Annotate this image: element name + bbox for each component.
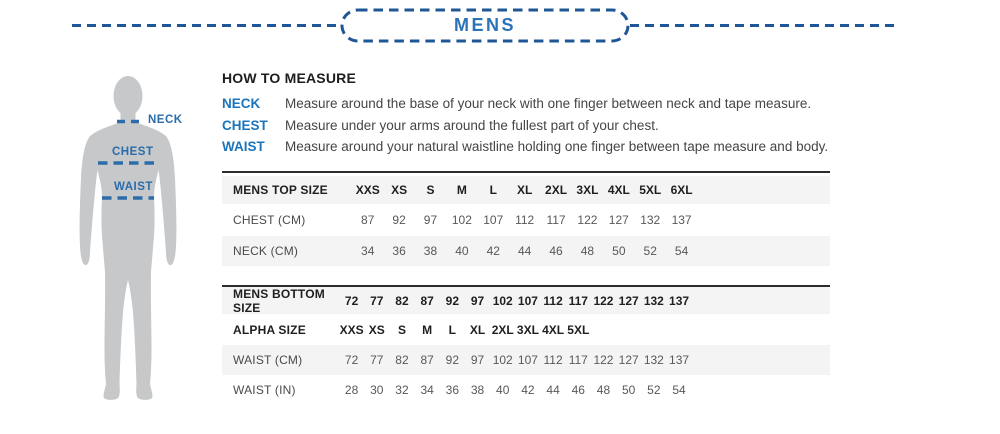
header-dashed-line-right — [630, 24, 898, 27]
size-cell: 42 — [486, 244, 500, 258]
size-cell: L — [448, 322, 457, 337]
size-cell: L — [489, 183, 497, 197]
size-cell: 44 — [517, 244, 532, 258]
bottom-size-table — [222, 285, 830, 405]
size-cell: 36 — [392, 244, 406, 258]
size-cell: 5XL — [639, 183, 662, 197]
size-cell: 132 — [640, 213, 661, 227]
row-label: WAIST (IN) — [233, 383, 296, 397]
mens-title-badge — [340, 8, 630, 43]
measure-desc-waist: Measure around your natural waistline holding one finger between tape measure and body. — [285, 139, 829, 154]
size-cell: 4XL — [607, 183, 630, 197]
size-cell: 137 — [669, 293, 690, 308]
size-cell: 48 — [596, 383, 611, 397]
size-cell: 82 — [395, 293, 409, 308]
how-to-measure-heading: HOW TO MEASURE — [222, 70, 356, 86]
row-label: WAIST (CM) — [233, 353, 303, 367]
size-cell: 50 — [621, 383, 636, 397]
size-cell: M — [456, 183, 467, 197]
table-row — [222, 375, 830, 405]
how-to-measure-section — [222, 70, 942, 160]
table-row — [222, 236, 830, 266]
size-cell: S — [426, 183, 435, 197]
size-cell: 54 — [672, 383, 686, 397]
size-cell: 4XL — [542, 322, 565, 337]
size-cell: XL — [516, 183, 533, 197]
size-cell: 107 — [517, 353, 538, 367]
size-cell: 46 — [571, 383, 585, 397]
size-cell: 137 — [669, 353, 690, 367]
size-cell: 112 — [515, 213, 535, 227]
size-cell: 82 — [395, 353, 409, 367]
size-cell: 38 — [423, 244, 438, 258]
size-cell: 102 — [492, 353, 513, 367]
size-cell: 87 — [420, 293, 434, 308]
size-cell: 97 — [470, 353, 485, 367]
size-cell: XS — [391, 183, 408, 197]
header-dashed-line-left — [72, 24, 340, 27]
measure-instruction-row — [222, 117, 942, 134]
row-label: CHEST (CM) — [233, 213, 306, 227]
size-cell: 50 — [612, 244, 626, 258]
top-size-table — [222, 171, 830, 266]
size-cell: 42 — [521, 383, 535, 397]
size-cell: 3XL — [516, 322, 539, 337]
row-label: NECK (CM) — [233, 244, 299, 258]
table-row — [222, 176, 830, 204]
size-cell: 40 — [455, 244, 469, 258]
size-cell: 5XL — [567, 322, 590, 337]
size-cell: 127 — [618, 353, 639, 367]
size-cell: 92 — [392, 213, 406, 227]
row-label: ALPHA SIZE — [233, 322, 306, 337]
measure-desc-chest: Measure under your arms around the fullest part of your chest. — [285, 117, 659, 133]
size-cell: 127 — [608, 213, 629, 227]
size-cell: 2XL — [491, 322, 514, 337]
figure-neck-label: NECK — [148, 114, 183, 126]
row-label: MENS BOTTOM SIZE — [233, 286, 325, 315]
size-cell: 92 — [445, 293, 460, 308]
row-label: MENS TOP SIZE — [233, 183, 328, 197]
size-cell: 77 — [370, 353, 384, 367]
page-title: MENS — [453, 15, 516, 35]
size-cell: 40 — [496, 383, 510, 397]
size-cell: 87 — [361, 213, 375, 227]
size-cell: 46 — [549, 244, 563, 258]
size-cell: 102 — [492, 293, 513, 308]
size-cell: 102 — [451, 213, 472, 227]
size-cell: M — [422, 322, 433, 337]
size-cell: 117 — [568, 293, 588, 308]
measure-desc-neck: Measure around the base of your neck with one finger between neck and tape measure. — [285, 96, 812, 111]
size-cell: XXS — [355, 183, 380, 197]
size-cell: 38 — [470, 383, 485, 397]
size-cell: 30 — [370, 383, 384, 397]
size-cell: 52 — [643, 244, 657, 258]
size-cell: XXS — [339, 322, 364, 337]
size-cell: 48 — [580, 244, 595, 258]
size-cell: 127 — [618, 293, 639, 308]
size-cell: 87 — [420, 353, 434, 367]
size-cell: 32 — [395, 383, 409, 397]
figure-chest-label: CHEST — [112, 146, 154, 158]
size-cell: 122 — [577, 213, 598, 227]
measure-instruction-row — [222, 138, 942, 155]
size-cell: 117 — [568, 353, 588, 367]
size-cell: 97 — [470, 293, 485, 308]
size-cell: 122 — [593, 353, 614, 367]
size-cell: 117 — [546, 213, 566, 227]
size-cell: 107 — [483, 213, 504, 227]
figure-waist-label: WAIST — [114, 181, 153, 193]
section-header — [72, 8, 898, 43]
size-cell: 92 — [445, 353, 460, 367]
size-cell: 132 — [643, 353, 664, 367]
size-cell: 34 — [420, 383, 434, 397]
table-row — [222, 345, 830, 375]
measure-term-neck: NECK — [222, 96, 261, 111]
size-cell: 97 — [423, 213, 438, 227]
size-cell: 28 — [344, 383, 359, 397]
size-cell: XL — [469, 322, 486, 337]
table-row — [222, 314, 830, 345]
size-cell: 77 — [370, 293, 384, 308]
size-cell: 137 — [671, 213, 692, 227]
size-cell: 6XL — [670, 183, 693, 197]
size-cell: 107 — [517, 293, 538, 308]
size-cell: 112 — [543, 353, 563, 367]
table-row — [222, 287, 830, 314]
size-cell: 72 — [344, 353, 359, 367]
size-cell: 132 — [643, 293, 664, 308]
size-cell: 72 — [344, 293, 359, 308]
size-cell: 112 — [543, 293, 563, 308]
size-cell: 122 — [593, 293, 614, 308]
measure-term-chest: CHEST — [222, 117, 268, 133]
size-cell: 54 — [674, 244, 689, 258]
size-cell: XS — [368, 322, 385, 337]
size-cell: 2XL — [545, 183, 568, 197]
measure-term-waist: WAIST — [222, 139, 265, 154]
measure-instruction-row — [222, 95, 942, 112]
size-cell: 44 — [546, 383, 560, 397]
size-cell: 3XL — [576, 183, 599, 197]
table-row — [222, 204, 830, 236]
size-cell: 52 — [647, 383, 661, 397]
size-cell: 34 — [361, 244, 375, 258]
size-cell: 36 — [445, 383, 460, 397]
size-cell: S — [397, 322, 406, 337]
